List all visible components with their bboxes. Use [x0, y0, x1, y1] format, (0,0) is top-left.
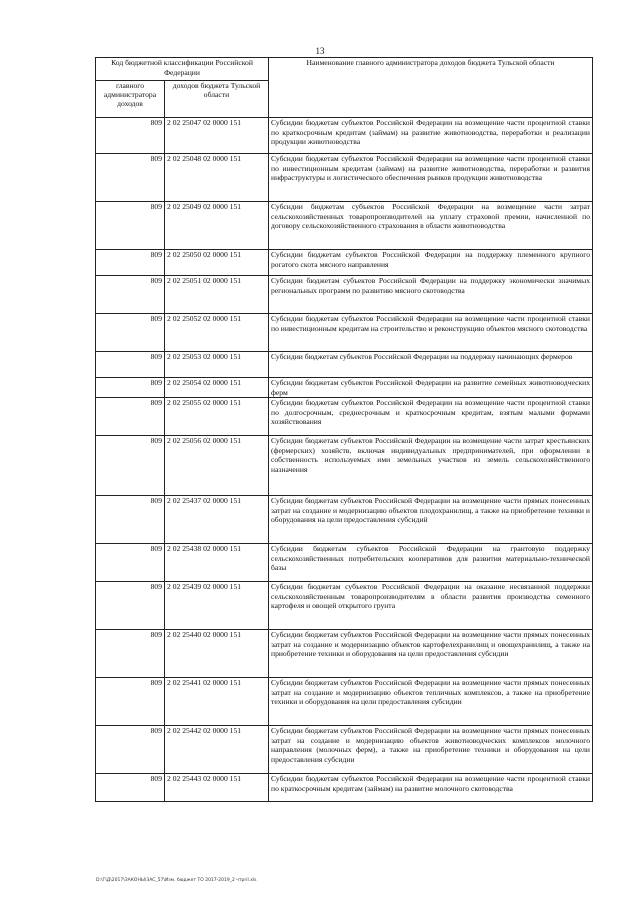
income-name-cell: Субсидии бюджетам субъектов Российской Федерации на возмещение части процентной ставки по инвестиционным кредитам на строительство и реконструкцию объектов мясного скотоводства	[269, 314, 593, 352]
income-name-cell: Субсидии бюджетам субъектов Российской Федерации на возмещение части прямых понесенных затрат на создание и модернизацию объектов животноводческих комплексов молочного направления (молочных ферм), а также на приобретение техники и оборудования на цели предоставления субсидии	[269, 726, 593, 774]
table-row	[96, 352, 593, 378]
admin-code-cell: 809	[96, 250, 165, 276]
admin-code-cell: 809	[96, 774, 165, 802]
page-number: 13	[315, 46, 325, 56]
admin-code-cell: 809	[96, 118, 165, 154]
income-code-cell: 2 02 25438 02 0000 151	[165, 544, 269, 582]
table-row	[96, 544, 593, 582]
table-row	[96, 118, 593, 154]
income-name-cell: Субсидии бюджетам субъектов Российской Федерации на возмещение части процентной ставки по краткосрочным кредитам (займам) на развитие животноводства, переработки и реализации продукции животноводства	[269, 118, 593, 154]
admin-code-cell: 809	[96, 276, 165, 314]
header-administrator-name: Наименование главного администратора доходов бюджета Тульской области	[269, 58, 593, 118]
income-code-cell: 2 02 25053 02 0000 151	[165, 352, 269, 378]
income-name-cell: Субсидии бюджетам субъектов Российской Федерации на развитие семейных животноводческих ферм	[269, 378, 593, 398]
table-row	[96, 250, 593, 276]
income-name-cell: Субсидии бюджетам субъектов Российской Федерации на возмещение части процентной ставки по краткосрочным кредитам (займам) на развитие молочного скотоводства	[269, 774, 593, 802]
income-code-cell: 2 02 25437 02 0000 151	[165, 496, 269, 544]
admin-code-cell: 809	[96, 314, 165, 352]
header-row-1	[96, 58, 593, 81]
table-row	[96, 726, 593, 774]
table-row	[96, 202, 593, 250]
income-code-cell: 2 02 25443 02 0000 151	[165, 774, 269, 802]
income-name-cell: Субсидии бюджетам субъектов Российской Федерации на поддержку экономически значимых региональных программ по развитию мясного скотоводства	[269, 276, 593, 314]
income-code-cell: 2 02 25442 02 0000 151	[165, 726, 269, 774]
income-code-cell: 2 02 25055 02 0000 151	[165, 398, 269, 436]
admin-code-cell: 809	[96, 352, 165, 378]
table-row	[96, 630, 593, 678]
header-budget-income: доходов бюджета Тульской области	[165, 81, 269, 118]
table-row	[96, 398, 593, 436]
table-row	[96, 436, 593, 496]
admin-code-cell: 809	[96, 496, 165, 544]
income-code-cell: 2 02 25047 02 0000 151	[165, 118, 269, 154]
table-row	[96, 154, 593, 202]
income-name-cell: Субсидии бюджетам субъектов Российской Федерации на возмещение части затрат сельскохозяйственных товаропроизводителей на уплату страховой премии, начисленной по договору сельскохозяйственного страхования в области животноводства	[269, 202, 593, 250]
income-name-cell: Субсидии бюджетам субъектов Российской Федерации на возмещение части процентной ставки по долгосрочным, среднесрочным и краткосрочным кредитам, взятым малыми формами хозяйствования	[269, 398, 593, 436]
income-name-cell: Субсидии бюджетам субъектов Российской Федерации на оказание несвязанной поддержки сельскохозяйственным товаропроизводителям в области развития производства семенного картофеля и овощей открытого грунта	[269, 582, 593, 630]
admin-code-cell: 809	[96, 678, 165, 726]
income-code-cell: 2 02 25050 02 0000 151	[165, 250, 269, 276]
table-row	[96, 582, 593, 630]
admin-code-cell: 809	[96, 726, 165, 774]
header-main-administrator: главного администратора доходов	[96, 81, 165, 118]
table-row	[96, 496, 593, 544]
admin-code-cell: 809	[96, 154, 165, 202]
income-code-cell: 2 02 25051 02 0000 151	[165, 276, 269, 314]
income-name-cell: Субсидии бюджетам субъектов Российской Федерации на поддержку начинающих фермеров	[269, 352, 593, 378]
footer-file-path: D:\Г\Д\2017\ЗАКОНЫ\ЗАС_57\Изм. бюджет ТО 2017-2019_2 чтpril.xls	[96, 878, 257, 883]
admin-code-cell: 809	[96, 630, 165, 678]
header-classification-code: Код бюджетной классификации Российской Федерации	[96, 58, 269, 81]
table-row	[96, 774, 593, 802]
table-row	[96, 314, 593, 352]
admin-code-cell: 809	[96, 582, 165, 630]
income-name-cell: Субсидии бюджетам субъектов Российской Федерации на возмещение части процентной ставки по инвестиционным кредитам (займам) на развитие животноводства, переработки и развития инфраструктуры и логистического обеспечения рынков продукции животноводства	[269, 154, 593, 202]
income-code-cell: 2 02 25056 02 0000 151	[165, 436, 269, 496]
table-row	[96, 678, 593, 726]
income-code-cell: 2 02 25048 02 0000 151	[165, 154, 269, 202]
table-body	[96, 118, 593, 802]
table-row	[96, 276, 593, 314]
income-code-cell: 2 02 25441 02 0000 151	[165, 678, 269, 726]
income-code-cell: 2 02 25052 02 0000 151	[165, 314, 269, 352]
income-name-cell: Субсидии бюджетам субъектов Российской Федерации на возмещение части затрат крестьянских (фермерских) хозяйств, включая индивидуальных предпринимателей, при оформлении в собственность используемых ими земельных участков из земель сельскохозяйственного назначения	[269, 436, 593, 496]
income-name-cell: Субсидии бюджетам субъектов Российской Федерации на грантовую поддержку сельскохозяйственных потребительских кооперативов для развития материально-технической базы	[269, 544, 593, 582]
income-code-cell: 2 02 25439 02 0000 151	[165, 582, 269, 630]
income-code-cell: 2 02 25049 02 0000 151	[165, 202, 269, 250]
income-code-cell: 2 02 25054 02 0000 151	[165, 378, 269, 398]
table-row	[96, 378, 593, 398]
admin-code-cell: 809	[96, 398, 165, 436]
admin-code-cell: 809	[96, 436, 165, 496]
admin-code-cell: 809	[96, 202, 165, 250]
income-name-cell: Субсидии бюджетам субъектов Российской Федерации на поддержку племенного крупного рогатого скота мясного направления	[269, 250, 593, 276]
admin-code-cell: 809	[96, 544, 165, 582]
income-name-cell: Субсидии бюджетам субъектов Российской Федерации на возмещение части прямых понесенных затрат на создание и модернизацию объектов тепличных комплексов, а также на приобретение техники и оборудования на цели предоставления субсидии	[269, 678, 593, 726]
income-name-cell: Субсидии бюджетам субъектов Российской Федерации на возмещение части прямых понесенных затрат на создание и модернизацию объектов плодохранилищ, а также на приобретение техники и оборудования на цели предоставления субсидий	[269, 496, 593, 544]
admin-code-cell: 809	[96, 378, 165, 398]
income-name-cell: Субсидии бюджетам субъектов Российской Федерации на возмещение части прямых понесенных затрат на создание и модернизацию объектов картофелехранилищ и овощехранилищ, а также на приобретение техники и оборудования на цели предоставления субсидии	[269, 630, 593, 678]
income-code-cell: 2 02 25440 02 0000 151	[165, 630, 269, 678]
budget-classification-table	[95, 57, 593, 802]
